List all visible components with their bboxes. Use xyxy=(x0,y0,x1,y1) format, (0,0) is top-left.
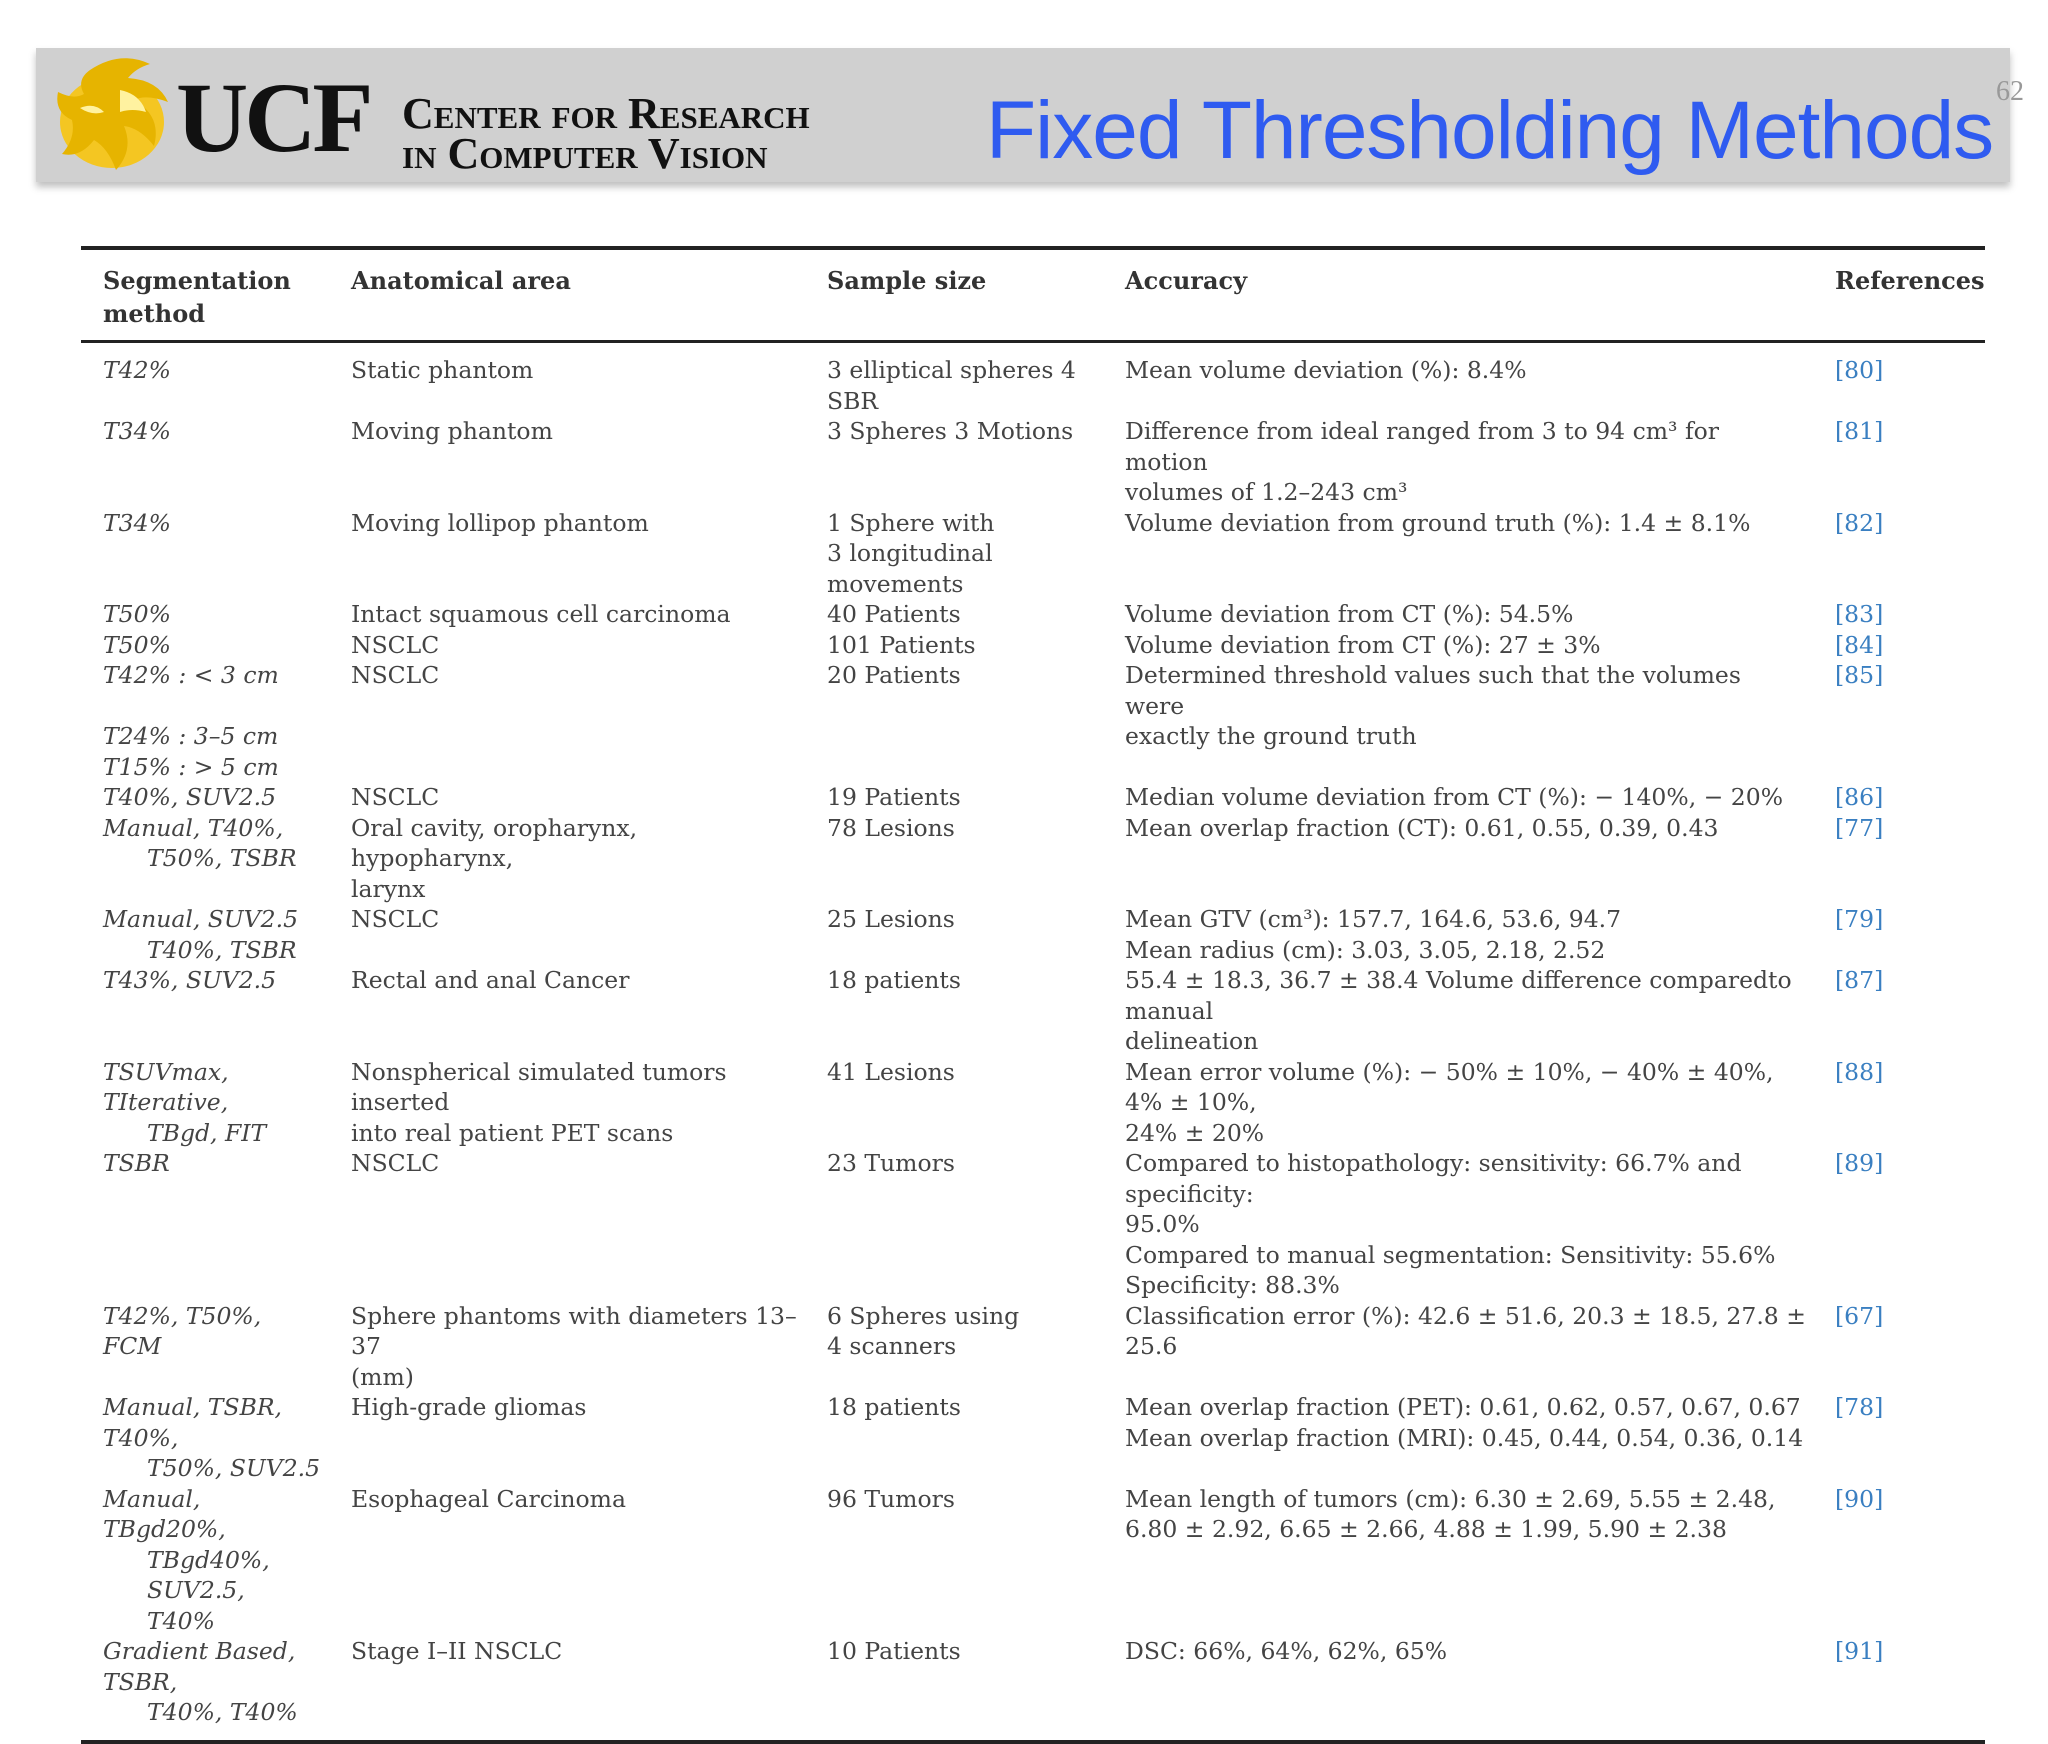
cell-line: movements xyxy=(827,569,964,598)
cell-line: NSCLC xyxy=(351,1149,440,1177)
column-header-accuracy: Accuracy xyxy=(1125,266,1248,295)
area-cell xyxy=(329,1392,805,1484)
cell-line: TSBR xyxy=(103,1149,170,1177)
cell-line: 10 Patients xyxy=(827,1637,961,1665)
cell-line: 78 Lesions xyxy=(827,813,955,842)
sample-cell xyxy=(805,782,1103,813)
cell-line: T50%, SUV2.5 xyxy=(147,1454,321,1482)
cell-line: larynx xyxy=(351,874,426,903)
cell-line: 20 Patients xyxy=(827,661,961,689)
table-row xyxy=(81,416,1985,508)
table-row xyxy=(81,1301,1985,1393)
reference-cell[interactable]: [80] xyxy=(1835,356,1884,384)
cell-line: Rectal and anal Cancer xyxy=(351,966,630,994)
cell-line: Mean error volume (%): − 50% ± 10%, − 40% ± 40%, 4% ± 10%, xyxy=(1125,1057,1774,1116)
column-header-area: Anatomical area xyxy=(351,266,571,295)
center-name-line2: in Computer Vision xyxy=(402,129,768,178)
cell-line: T50% xyxy=(103,630,171,659)
cell-line: Moving lollipop phantom xyxy=(351,508,649,537)
accuracy-cell xyxy=(1103,965,1813,1057)
table-row xyxy=(81,1392,1985,1484)
area-cell xyxy=(329,343,805,416)
cell-line: T40% xyxy=(147,1606,215,1635)
cell-line: Manual, TBgd20%, xyxy=(103,1484,226,1543)
sample-cell xyxy=(805,1392,1103,1484)
cell-line: Manual, SUV2.5 xyxy=(103,905,299,933)
reference-cell[interactable]: [79] xyxy=(1835,905,1884,933)
table-row xyxy=(81,508,1985,600)
cell-line: 23 Tumors xyxy=(827,1149,955,1177)
cell-line: Specificity: 88.3% xyxy=(1125,1271,1340,1299)
cell-line: delineation xyxy=(1125,1027,1259,1055)
cell-line: T50%, TSBR xyxy=(147,844,297,872)
cell-line: 96 Tumors xyxy=(827,1484,955,1513)
reference-cell[interactable]: [89] xyxy=(1835,1149,1884,1177)
cell-line: T24% : 3–5 cm xyxy=(103,722,279,750)
method-cell xyxy=(81,1148,329,1301)
cell-line: 41 Lesions xyxy=(827,1057,955,1086)
cell-line: Median volume deviation from CT (%): − 140%, − 20% xyxy=(1125,783,1784,811)
cell-line: Sphere phantoms with diameters 13–37 xyxy=(351,1301,797,1360)
method-cell xyxy=(81,1301,329,1393)
accuracy-cell xyxy=(1103,1148,1813,1301)
cell-line: Static phantom xyxy=(351,356,534,384)
cell-line: High-grade gliomas xyxy=(351,1393,587,1421)
cell-line: T40%, SUV2.5 xyxy=(103,783,277,811)
cell-line: 18 patients xyxy=(827,966,961,994)
cell-line: Volume deviation from CT (%): 54.5% xyxy=(1125,600,1574,628)
area-cell xyxy=(329,965,805,1057)
cell-line: NSCLC xyxy=(351,661,440,689)
sample-cell xyxy=(805,965,1103,1057)
sample-cell xyxy=(805,630,1103,661)
reference-cell[interactable]: [67] xyxy=(1835,1301,1884,1330)
accuracy-cell xyxy=(1103,343,1813,416)
table-row xyxy=(81,813,1985,905)
method-cell xyxy=(81,1636,329,1728)
cell-line: NSCLC xyxy=(351,905,440,933)
cell-line: T42% : < 3 cm xyxy=(103,661,279,689)
reference-cell[interactable]: [78] xyxy=(1835,1393,1884,1421)
method-cell xyxy=(81,965,329,1057)
sample-cell xyxy=(805,599,1103,630)
reference-cell[interactable]: [87] xyxy=(1835,966,1884,994)
accuracy-cell xyxy=(1103,416,1813,508)
cell-line: TBgd, FIT xyxy=(147,1118,267,1147)
cell-line: T40%, T40% xyxy=(147,1698,298,1726)
cell-line: 24% ± 20% xyxy=(1125,1118,1265,1147)
table-row xyxy=(81,599,1985,630)
cell-line: T50% xyxy=(103,600,171,628)
sample-cell xyxy=(805,660,1103,782)
cell-line: 19 Patients xyxy=(827,783,961,811)
column-header-method: Segmentation method xyxy=(103,266,291,328)
cell-line: TSUVmax, TIterative, xyxy=(103,1057,229,1116)
cell-line: Mean overlap fraction (CT): 0.61, 0.55, 0.39, 0.43 xyxy=(1125,813,1719,842)
cell-line: TBgd40%, SUV2.5, xyxy=(147,1545,270,1604)
column-header-references: References xyxy=(1835,266,1985,295)
reference-cell[interactable]: [83] xyxy=(1835,600,1884,628)
table-row xyxy=(81,1057,1985,1149)
method-cell xyxy=(81,813,329,905)
cell-line: 6 Spheres using xyxy=(827,1301,1020,1330)
ucf-wordmark: UCF xyxy=(176,62,370,173)
cell-line: 6.80 ± 2.92, 6.65 ± 2.66, 4.88 ± 1.99, 5.90 ± 2.38 xyxy=(1125,1515,1727,1543)
cell-line: Volume deviation from CT (%): 27 ± 3% xyxy=(1125,630,1601,659)
table-bottom-rule xyxy=(81,1740,1985,1744)
cell-line: Moving phantom xyxy=(351,417,553,445)
accuracy-cell xyxy=(1103,599,1813,630)
table-row xyxy=(81,1148,1985,1301)
method-cell xyxy=(81,508,329,600)
column-header-sample: Sample size xyxy=(827,266,987,295)
reference-cell[interactable]: [88] xyxy=(1835,1057,1884,1086)
cell-line: Gradient Based, TSBR, xyxy=(103,1637,296,1696)
cell-line: 3 elliptical spheres 4 SBR xyxy=(827,356,1076,415)
area-cell xyxy=(329,599,805,630)
cell-line: Mean radius (cm): 3.03, 3.05, 2.18, 2.52 xyxy=(1125,935,1606,964)
sample-cell xyxy=(805,1484,1103,1637)
reference-cell[interactable]: [85] xyxy=(1835,661,1884,689)
table-row xyxy=(81,1636,1985,1728)
cell-line: Mean volume deviation (%): 8.4% xyxy=(1125,356,1527,384)
sample-cell xyxy=(805,1301,1103,1393)
reference-cell[interactable]: [77] xyxy=(1835,813,1884,842)
cell-line: 40 Patients xyxy=(827,600,961,628)
accuracy-cell xyxy=(1103,508,1813,600)
cell-line: Mean length of tumors (cm): 6.30 ± 2.69, 5.55 ± 2.48, xyxy=(1125,1484,1776,1513)
area-cell xyxy=(329,1148,805,1301)
reference-cell[interactable]: [91] xyxy=(1835,1637,1884,1665)
cell-line: Mean GTV (cm³): 157.7, 164.6, 53.6, 94.7 xyxy=(1125,905,1622,933)
table-row xyxy=(81,1484,1985,1637)
center-name-line1: Center for Research xyxy=(402,89,810,138)
accuracy-cell xyxy=(1103,782,1813,813)
cell-line: exactly the ground truth xyxy=(1125,722,1417,750)
sample-cell xyxy=(805,1636,1103,1728)
table-row xyxy=(81,343,1985,416)
table-header-row xyxy=(81,250,1985,340)
cell-line: 95.0% xyxy=(1125,1210,1200,1238)
cell-line: Compared to histopathology: sensitivity: 66.7% and specificity: xyxy=(1125,1149,1742,1208)
sample-cell xyxy=(805,904,1103,965)
page-number: 62 xyxy=(1996,76,2024,107)
cell-line: Intact squamous cell carcinoma xyxy=(351,600,731,628)
reference-cell[interactable]: [86] xyxy=(1835,783,1884,811)
area-cell xyxy=(329,904,805,965)
cell-line: (mm) xyxy=(351,1362,414,1391)
cell-line: Difference from ideal ranged from 3 to 94 cm³ for motion xyxy=(1125,417,1720,476)
cell-line: Classification error (%): 42.6 ± 51.6, 20.3 ± 18.5, 27.8 ± 25.6 xyxy=(1125,1301,1806,1360)
sample-cell xyxy=(805,813,1103,905)
cell-line: Esophageal Carcinoma xyxy=(351,1484,626,1513)
area-cell xyxy=(329,508,805,600)
reference-cell[interactable]: [84] xyxy=(1835,630,1884,659)
cell-line: volumes of 1.2–243 cm³ xyxy=(1125,478,1408,506)
reference-cell[interactable]: [82] xyxy=(1835,508,1884,537)
table-row xyxy=(81,660,1985,782)
cell-line: T42% xyxy=(103,356,171,384)
area-cell xyxy=(329,1636,805,1728)
sample-cell xyxy=(805,1057,1103,1149)
cell-line xyxy=(103,691,323,722)
area-cell xyxy=(329,782,805,813)
accuracy-cell xyxy=(1103,1636,1813,1728)
table-row xyxy=(81,965,1985,1057)
method-cell xyxy=(81,630,329,661)
cell-line: 3 longitudinal xyxy=(827,539,993,567)
accuracy-cell xyxy=(1103,1484,1813,1637)
cell-line: NSCLC xyxy=(351,783,440,811)
method-cell xyxy=(81,599,329,630)
cell-line: NSCLC xyxy=(351,630,440,659)
accuracy-cell xyxy=(1103,904,1813,965)
slide-title: Fixed Thresholding Methods xyxy=(986,85,1994,176)
reference-cell[interactable]: [81] xyxy=(1835,417,1884,445)
accuracy-cell xyxy=(1103,1392,1813,1484)
cell-line: T43%, SUV2.5 xyxy=(103,966,277,994)
accuracy-cell xyxy=(1103,630,1813,661)
cell-line: Manual, T40%, xyxy=(103,813,284,842)
cell-line: 18 patients xyxy=(827,1393,961,1421)
cell-line: T42%, T50%, FCM xyxy=(103,1301,262,1360)
method-cell xyxy=(81,660,329,782)
header-banner xyxy=(36,48,2024,182)
cell-line: 25 Lesions xyxy=(827,905,955,933)
method-cell xyxy=(81,343,329,416)
area-cell xyxy=(329,813,805,905)
area-cell xyxy=(329,660,805,782)
cell-line: Determined threshold values such that the volumes were xyxy=(1125,661,1741,720)
area-cell xyxy=(329,630,805,661)
method-cell xyxy=(81,416,329,508)
accuracy-cell xyxy=(1103,1301,1813,1393)
accuracy-cell xyxy=(1103,813,1813,905)
cell-line: T34% xyxy=(103,508,171,537)
area-cell xyxy=(329,1301,805,1393)
cell-line: Mean overlap fraction (PET): 0.61, 0.62, 0.57, 0.67, 0.67 xyxy=(1125,1393,1801,1421)
cell-line: T40%, TSBR xyxy=(147,935,297,964)
area-cell xyxy=(329,416,805,508)
cell-line: 1 Sphere with xyxy=(827,508,995,537)
cell-line: into real patient PET scans xyxy=(351,1118,674,1147)
sample-cell xyxy=(805,1148,1103,1301)
cell-line: Oral cavity, oropharynx, hypopharynx, xyxy=(351,813,638,872)
table-row xyxy=(81,904,1985,965)
table-row xyxy=(81,630,1985,661)
table-row xyxy=(81,782,1985,813)
cell-line: Nonspherical simulated tumors inserted xyxy=(351,1057,727,1116)
cell-line: Volume deviation from ground truth (%): 1.4 ± 8.1% xyxy=(1125,508,1751,537)
method-cell xyxy=(81,1057,329,1149)
cell-line: Manual, TSBR, T40%, xyxy=(103,1393,283,1452)
sample-cell xyxy=(805,416,1103,508)
accuracy-cell xyxy=(1103,660,1813,782)
method-cell xyxy=(81,1392,329,1484)
cell-line: 3 Spheres 3 Motions xyxy=(827,417,1074,445)
method-cell xyxy=(81,1484,329,1637)
threshold-methods-table xyxy=(81,246,1985,1744)
cell-line: Mean overlap fraction (MRI): 0.45, 0.44, 0.54, 0.36, 0.14 xyxy=(1125,1423,1804,1452)
reference-cell[interactable]: [90] xyxy=(1835,1484,1884,1513)
area-cell xyxy=(329,1484,805,1637)
cell-line: T15% : > 5 cm xyxy=(103,752,279,781)
method-cell xyxy=(81,782,329,813)
sample-cell xyxy=(805,343,1103,416)
cell-line: 101 Patients xyxy=(827,630,976,659)
accuracy-cell xyxy=(1103,1057,1813,1149)
cell-line: 55.4 ± 18.3, 36.7 ± 38.4 Volume difference comparedto manual xyxy=(1125,966,1792,1025)
cell-line: T34% xyxy=(103,417,171,445)
cell-line: Stage I–II NSCLC xyxy=(351,1637,563,1665)
area-cell xyxy=(329,1057,805,1149)
sample-cell xyxy=(805,508,1103,600)
method-cell xyxy=(81,904,329,965)
cell-line: 4 scanners xyxy=(827,1332,957,1360)
cell-line: DSC: 66%, 64%, 62%, 65% xyxy=(1125,1637,1448,1665)
cell-line: Compared to manual segmentation: Sensitivity: 55.6% xyxy=(1125,1240,1776,1269)
